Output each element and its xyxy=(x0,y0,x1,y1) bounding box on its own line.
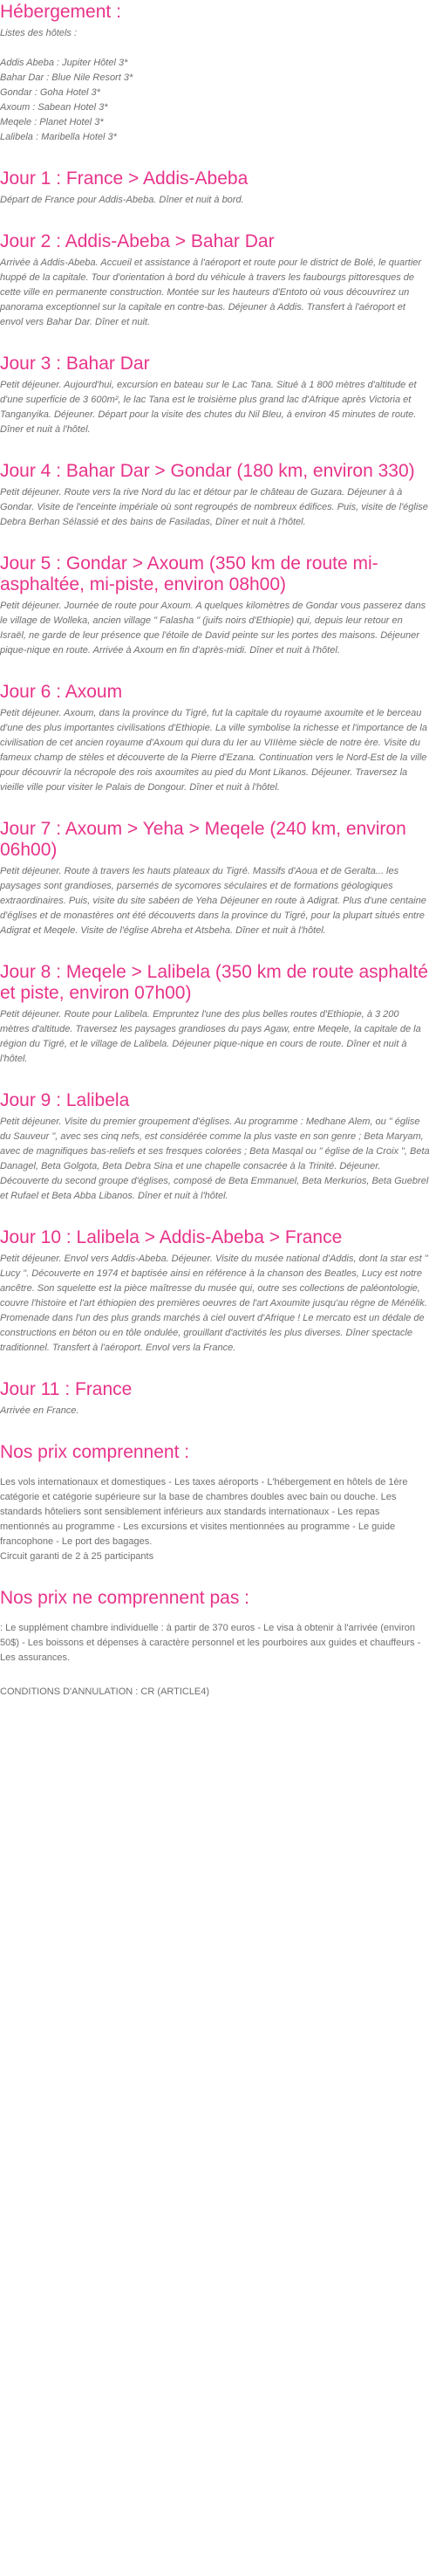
day-3 xyxy=(0,354,431,437)
day-2 xyxy=(0,231,431,330)
day-title: Jour 3 : Bahar Dar xyxy=(0,354,150,374)
prix-ne-comprennent-title: Nos prix ne comprennent pas : xyxy=(0,1588,249,1608)
day-title: Jour 8 : Meqele > Lalibela (350 km de route asphalté et piste, environ 07h00) xyxy=(0,962,428,1003)
day-text: Petit déjeuner. Visite du premier groupement d'églises. Au programme : Medhane Alem, ou " église du Sauveur ", avec ses cinq nefs, est considérée comme la plus vaste en son genre ; Beta Maryam, avec de magnifiques bas-reliefs et ses fresques colorées ; Beta Masqal ou " église de la Croix ", Beta Danagel, Beta Golgota, Beta Debra Sina et une chapelle consacrée à la Trinité. Déjeuner. Découverte du second groupe d'églises, composé de Beta Emmanuel, Beta Merkurios, Beta Guebrel et Rufael et Beta Abba Libanos. Dîner et nuit à l'hôtel. xyxy=(0,1116,430,1201)
hebergement-title: Hébergement : xyxy=(0,2,121,22)
section-prix-comprennent xyxy=(0,1442,431,1564)
day-7 xyxy=(0,819,431,938)
day-11 xyxy=(0,1379,431,1419)
prix-ne-comprennent-text: : Le supplément chambre individuelle : à partir de 370 euros - Le visa à obtenir à l'arrivée (environ 50$) - Les boissons et dépenses à caractère personnel et les pourboires aux guides et chauffeurs - Les assurances. xyxy=(0,1623,421,1663)
hebergement-intro: Listes des hôtels : xyxy=(0,28,78,38)
day-6 xyxy=(0,682,431,795)
day-text: Petit déjeuner. Aujourd'hui, excursion en bateau sur le Lac Tana. Situé à 1 800 mètres d'altitude et d'une superficie de 3 600m², le lac Tana est le troisième plus grand lac d'Afrique après Victoria et Tanganyika. Déjeuner. Départ pour la visite des chutes du Nil Bleu, à environ 45 minutes de route. Dîner et nuit à l'hôtel. xyxy=(0,380,417,435)
day-title: Jour 2 : Addis-Abeba > Bahar Dar xyxy=(0,231,275,251)
day-title: Jour 7 : Axoum > Yeha > Meqele (240 km, environ 06h00) xyxy=(0,819,406,860)
day-title: Jour 1 : France > Addis-Abeba xyxy=(0,168,249,189)
section-prix-ne-comprennent xyxy=(0,1588,431,1666)
day-text: Petit déjeuner. Route à travers les hauts plateaux du Tigré. Massifs d'Aoua et de Geralta... les paysages sont grandioses, parsemés de sycomores séculaires et de formations géologiques extraordinaires. Puis, visite du site sabéen de Yeha Déjeuner en route à Adigrat. Plus d'une centaine d'églises et de monastères ont été découverts dans la province du Tigré, pour la plupart situés entre Adigrat et Meqele. Visite de l'église Abreha et Atsbeha. Dîner et nuit à l'hôtel. xyxy=(0,866,426,936)
day-4 xyxy=(0,461,431,530)
day-text: Petit déjeuner. Axoum, dans la province du Tigré, fut la capitale du royaume axoumite et le berceau d'une des plus importantes civilisations d'Ethiopie. La ville symbolise la richesse et l'importance de la civilisation de cet ancien royaume d'Axoum qui dura du Ier au VIIIème siècle de notre ère. Visite du fameux champ de stèles et découverte de la Pierre d'Ezana. Continuation vers le Nord-Est de la ville pour découvrir la nécropole des rois axoumites au pied du Mont Likanos. Déjeuner. Traversez la vieille ville pour visiter le Palais de Dongour. Dîner et nuit à l'hôtel. xyxy=(0,708,427,793)
annulation-conditions: CONDITIONS D'ANNULATION : CR (ARTICLE4) xyxy=(0,1686,210,1697)
day-title: Jour 4 : Bahar Dar > Gondar (180 km, environ 330) xyxy=(0,461,415,481)
day-8 xyxy=(0,962,431,1067)
day-text: Arrivée en France. xyxy=(0,1405,79,1416)
document xyxy=(0,2,436,1697)
day-title: Jour 6 : Axoum xyxy=(0,682,123,702)
prix-comprennent-text: Les vols internationaux et domestiques - Les taxes aéroports - L'hébergement en hôtels de 1ère catégorie et catégorie supérieure sur la base de chambres doubles avec bain ou douche. Les standards hôteliers sont sensiblement inférieurs aux standards internationaux - Les repas mentionnés au programme - Les excursions et visites mentionnées au programme - Le guide francophone - Le port des bagages. Circuit garanti de 2 à 25 participants xyxy=(0,1477,408,1562)
day-10 xyxy=(0,1227,431,1356)
prix-comprennent-title: Nos prix comprennent : xyxy=(0,1442,190,1462)
day-text: Arrivée à Addis-Abeba. Accueil et assistance à l'aéroport et route pour le district de Bolé, le quartier huppé de la capitale. Tour d'orientation à bord du véhicule à travers les faubourgs pittoresques de cette ville en permanente construction. Montée sur les hauteurs d'Entoto où vous découvrirez un panorama exceptionnel sur la capitale en contre-bas. Déjeuner à Addis. Transfert à l'aéroport et envol vers Bahar Dar. Dîner et nuit. xyxy=(0,258,422,327)
day-5 xyxy=(0,553,431,658)
day-title: Jour 5 : Gondar > Axoum (350 km de route mi-asphaltée, mi-piste, environ 08h00) xyxy=(0,553,378,594)
day-text: Petit déjeuner. Envol vers Addis-Abeba. Déjeuner. Visite du musée national d'Addis, dont la star est " Lucy ". Découverte en 1974 et baptisée ainsi en référence à la chanson des Beatles, Lucy est notre ancêtre. Son squelette est la pièce maîtresse du musée qui, outre ses collections de paléontologie, couvre l'histoire et l'art éthiopien des premières oeuvres de l'art Axoumite jusqu'au règne de Ménélik. Promenade dans l'un des plus grands marchés à ciel ouvert d'Afrique ! Le mercato est un dédale de constructions en béton ou en tôle ondulée, grouillant d'activités les plus diverses. Dîner spectacle traditionnel. Transfert à l'aéroport. Envol vers la France. xyxy=(0,1254,428,1353)
day-text: Petit déjeuner. Journée de route pour Axoum. A quelques kilomètres de Gondar vous passerez dans le village de Wolleka, ancien village " Falasha " (juifs noirs d'Ethiopie) qui, depuis leur retour en Israël, ne garde de leur présence que l'étoile de David peinte sur les portes des maisons. Déjeuner pique-nique en route. Arrivée à Axoum en fin d'après-midi. Dîner et nuit à l'hôtel. xyxy=(0,601,426,656)
day-title: Jour 9 : Lalibela xyxy=(0,1090,130,1110)
hotel-list: Addis Abeba : Jupiter Hôtel 3* Bahar Dar : Blue Nile Resort 3* Gondar : Goha Hotel 3* Axoum : Sabean Hotel 3* Meqele : Planet Hotel 3* Lalibela : Maribella Hotel 3* xyxy=(0,58,133,142)
day-title: Jour 11 : France xyxy=(0,1379,133,1399)
day-1 xyxy=(0,168,431,208)
day-text: Petit déjeuner. Route pour Lalibela. Empruntez l'une des plus belles routes d'Ethiopie, à 3 200 mètres d'altitude. Traversez les paysages grandioses du pays Agaw, entre Meqele, la capitale de la région du Tigré, et le village de Lalibela. Déjeuner pique-nique en cours de route. Dîner et nuit à l'hôtel. xyxy=(0,1009,421,1064)
section-hebergement xyxy=(0,2,431,145)
day-9 xyxy=(0,1090,431,1204)
day-title: Jour 10 : Lalibela > Addis-Abeba > France xyxy=(0,1227,343,1247)
day-text: Départ de France pour Addis-Abeba. Dîner et nuit à bord. xyxy=(0,195,244,205)
day-text: Petit déjeuner. Route vers la rive Nord du lac et détour par le château de Guzara. Déjeuner à à Gondar. Visite de l'enceinte impériale où sont regroupés de nombreux édifices. Puis, visite de l'église Debra Berhan Sélassié et des bains de Fasiladas, Dîner et nuit à l'hôtel. xyxy=(0,487,428,527)
